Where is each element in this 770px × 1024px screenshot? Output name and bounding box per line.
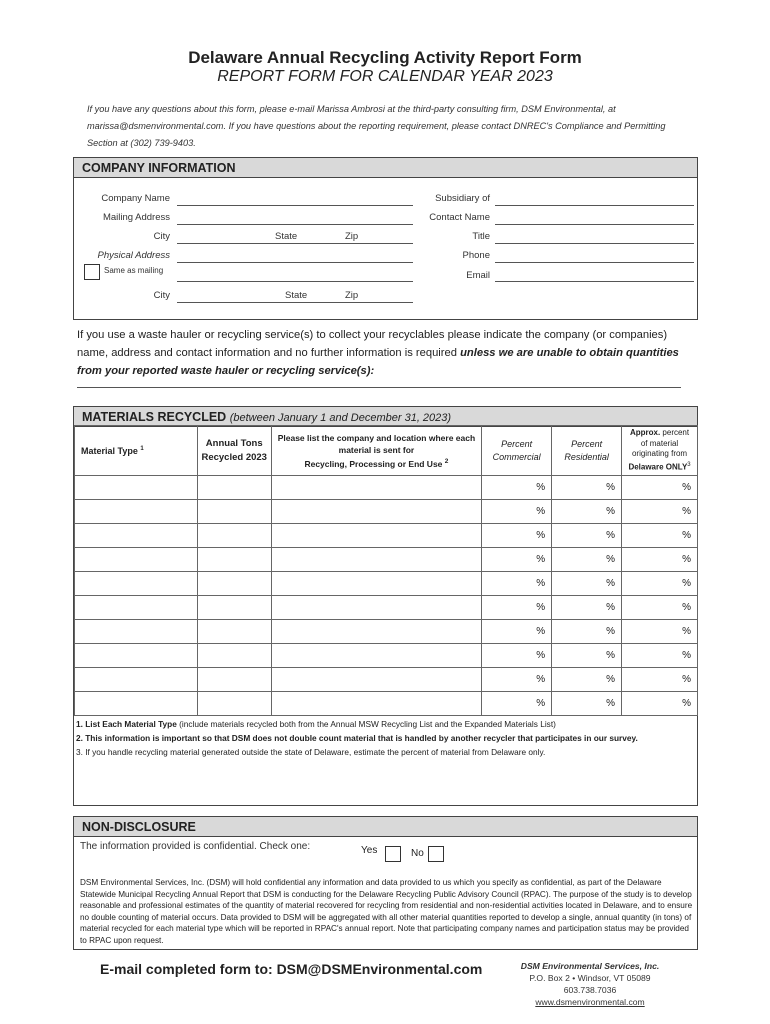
percent-residential-cell[interactable]: % [552,668,622,692]
footnote-3: 3. If you handle recycling material generated outside the state of Delaware, estimate the percent of material from Delaware only. [76,747,546,757]
percent-delaware-cell[interactable]: % [622,668,698,692]
materials-heading-note: (between January 1 and December 31, 2023) [229,412,452,424]
subsidiary-of-label: Subsidiary of [435,193,490,204]
title-field[interactable] [495,243,694,244]
material-type-cell[interactable] [75,572,198,596]
email-field[interactable] [495,281,694,282]
percent-residential-cell[interactable]: % [552,500,622,524]
intro-text: If you have any questions about this form, please e-mail Marissa Ambrosi at the third-party consulting firm, DSM Environmental, at marissa@dsmenvironmental.com. If you have questions about the reporting requirement, please contact DNREC's Compliance and Permitting Section at (302) 739-9403. [87,104,666,148]
footer-company: DSM Environmental Services, Inc. [520,961,660,971]
city-field-2[interactable] [177,302,413,303]
annual-tons-cell[interactable] [197,572,271,596]
material-type-cell[interactable] [75,524,198,548]
same-as-mailing-checkbox[interactable] [84,264,100,280]
city-label: City [153,231,170,242]
footer-phone: 603.738.7036 [563,985,617,995]
table-row [75,548,698,572]
company-location-cell[interactable] [271,668,482,692]
material-type-cell[interactable] [75,596,198,620]
annual-tons-cell[interactable] [197,692,271,716]
col-company-location: Please list the company and location where each material is sent for Recycling, Processing or End Use $^2$ [271,426,482,476]
footer-website[interactable]: www.dsmenvironmental.com [535,997,645,1007]
material-type-cell[interactable] [75,500,198,524]
company-info-heading: COMPANY INFORMATION [74,158,697,178]
percent-delaware-cell[interactable]: % [622,644,698,668]
company-name-label: Company Name [101,193,170,204]
hauler-field[interactable] [77,387,681,388]
materials-heading-text: MATERIALS RECYCLED [82,410,227,424]
yes-checkbox[interactable] [385,846,401,862]
state-label-2: State [285,290,308,301]
company-location-cell[interactable] [271,548,482,572]
physical-address-label: Physical Address [97,250,170,261]
same-as-mailing-label: Same as mailing [104,266,164,275]
footer-address: P.O. Box 2 • Windsor, VT 05089 [529,973,651,983]
percent-commercial-cell[interactable]: % [482,572,552,596]
contact-name-field[interactable] [495,224,694,225]
nondisclosure-heading: NON-DISCLOSURE [74,817,697,837]
hauler-emphasis: unless we are unable to obtain quantities from your reported waste hauler or recycling service(s): [77,347,679,377]
company-location-cell[interactable] [271,596,482,620]
annual-tons-cell[interactable] [197,644,271,668]
percent-delaware-cell[interactable]: % [622,596,698,620]
company-name-field[interactable] [177,205,413,206]
annual-tons-cell[interactable] [197,476,271,500]
footnote-1-bold: 1. List Each Material Type [76,719,177,729]
percent-delaware-cell[interactable]: % [622,572,698,596]
email-label: Email [466,270,490,281]
company-location-cell[interactable] [271,644,482,668]
subsidiary-of-field[interactable] [495,205,694,206]
percent-commercial-cell[interactable]: % [482,500,552,524]
col-annual-tons: Annual Tons Recycled 2023 [197,426,271,476]
annual-tons-cell[interactable] [197,596,271,620]
state-label: State [275,231,298,242]
table-row [75,692,698,716]
percent-residential-cell[interactable]: % [552,596,622,620]
percent-residential-cell[interactable]: % [552,692,622,716]
footnote-2: 2. This information is important so that DSM does not double count material that is handled by another recycler that participates in our survey. [76,733,638,743]
no-label: No [411,848,424,859]
form-subtitle: REPORT FORM FOR CALENDAR YEAR 2023 [217,68,553,85]
table-row [75,596,698,620]
annual-tons-cell[interactable] [197,668,271,692]
percent-commercial-cell[interactable]: % [482,548,552,572]
table-row [75,500,698,524]
percent-residential-cell[interactable]: % [552,644,622,668]
material-type-cell[interactable] [75,620,198,644]
contact-name-label: Contact Name [429,212,490,223]
percent-commercial-cell[interactable]: % [482,620,552,644]
physical-address-field-2[interactable] [177,281,413,282]
hauler-text: If you use a waste hauler or recycling service(s) to collect your recyclables please indicate the company (or companies) name, address and contact information and no further information is required [77,329,668,359]
materials-table [74,425,698,716]
city-label-2: City [153,290,170,301]
footer-email-instruction: E-mail completed form to: DSM@DSMEnvironmental.com [100,961,483,977]
company-location-cell[interactable] [271,524,482,548]
company-location-cell[interactable] [271,692,482,716]
yes-label: Yes [361,845,378,856]
percent-delaware-cell[interactable]: % [622,524,698,548]
footnote-1 [76,719,556,729]
company-location-cell[interactable] [271,476,482,500]
no-checkbox[interactable] [428,846,444,862]
table-row [75,644,698,668]
percent-commercial-cell[interactable]: % [482,596,552,620]
percent-delaware-cell[interactable]: % [622,692,698,716]
percent-delaware-cell[interactable]: % [622,620,698,644]
physical-address-field[interactable] [177,262,413,263]
phone-label: Phone [462,250,490,261]
city-field[interactable] [177,243,413,244]
form-title: Delaware Annual Recycling Activity Report Form [188,48,582,67]
percent-delaware-cell[interactable]: % [622,548,698,572]
annual-tons-cell[interactable] [197,524,271,548]
percent-residential-cell[interactable]: % [552,476,622,500]
table-row [75,668,698,692]
percent-commercial-cell[interactable]: % [482,692,552,716]
percent-commercial-cell[interactable]: % [482,644,552,668]
mailing-address-label: Mailing Address [102,212,170,223]
materials-header-row [75,426,698,476]
percent-residential-cell[interactable]: % [552,572,622,596]
zip-label: Zip [345,231,359,242]
annual-tons-cell[interactable] [197,500,271,524]
table-row [75,620,698,644]
percent-commercial-cell[interactable]: % [482,524,552,548]
material-type-cell[interactable] [75,476,198,500]
material-type-cell[interactable] [75,644,198,668]
title-label: Title [472,231,490,242]
table-row [75,524,698,548]
footnote-1-rest: (include materials recycled both from the Annual MSW Recycling List and the Expanded Materials List) [176,719,556,729]
nondisclosure-text: DSM Environmental Services, Inc. (DSM) will hold confidential any information and data provided to us which you specify as confidential, as part of the Delaware Statewide Municipal Recycling Annual Report that DSM is conducting for the Delaware Recycling Public Advisory Council (RPAC). The purpose of the study is to develop reasonable and professional estimates of the quantity of material recovered for recycling from residential and non-residential activities located in Delaware, and to ensure no double counting of material occurs. Data provided to DSM will be aggregated with all other material quantities reported to develop a single, annual quantity (in tons) of material recycled for each material type which will be reported in RPAC's annual report. Note that participating company names and participation status may be provided to RPAC upon request. [80,878,693,945]
col-approx-delaware: Approx. percent of material originating from Delaware ONLY$^3$ [622,426,698,476]
material-type-cell[interactable] [75,668,198,692]
percent-residential-cell[interactable]: % [552,524,622,548]
percent-residential-cell[interactable]: % [552,620,622,644]
percent-commercial-cell[interactable]: % [482,476,552,500]
company-location-cell[interactable] [271,500,482,524]
col-material-type: Material Type $^1$ [75,426,198,476]
zip-label-2: Zip [345,290,359,301]
percent-delaware-cell[interactable]: % [622,500,698,524]
col-percent-commercial: Percent Commercial [482,426,552,476]
material-type-cell[interactable] [75,548,198,572]
materials-heading [74,407,697,427]
percent-residential-cell[interactable]: % [552,548,622,572]
company-location-cell[interactable] [271,620,482,644]
col-percent-residential: Percent Residential [552,426,622,476]
percent-delaware-cell[interactable]: % [622,476,698,500]
annual-tons-cell[interactable] [197,620,271,644]
company-location-cell[interactable] [271,572,482,596]
material-type-cell[interactable] [75,692,198,716]
mailing-address-field[interactable] [177,224,413,225]
table-row [75,572,698,596]
table-row [75,476,698,500]
hauler-instructions [77,326,687,380]
nondisclosure-prompt: The information provided is confidential. Check one: [80,841,311,852]
phone-field[interactable] [495,262,694,263]
annual-tons-cell[interactable] [197,548,271,572]
percent-commercial-cell[interactable]: % [482,668,552,692]
